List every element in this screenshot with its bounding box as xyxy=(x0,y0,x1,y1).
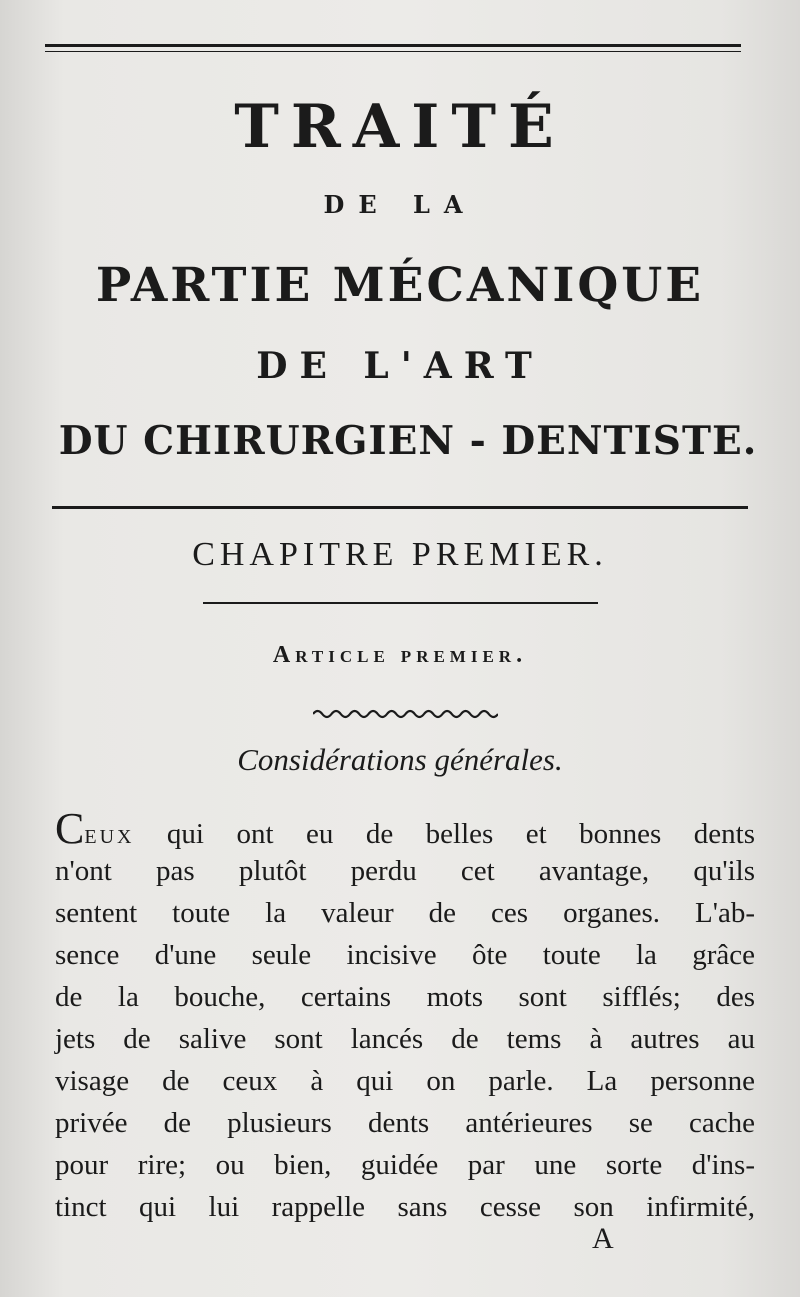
text-line-2: n'ont pas plutôt perdu cet avantage, qu'ils xyxy=(55,855,755,887)
text-line-1: Ceux qui ont eu de belles et bonnes dents xyxy=(55,804,755,853)
title-traite: TRAITÉ xyxy=(234,92,566,162)
top-double-rule xyxy=(45,44,741,52)
section-subtitle: Considérations générales. xyxy=(237,742,563,777)
chapter-rule xyxy=(203,602,598,604)
title-de-la: DE LA xyxy=(323,190,477,219)
wavy-ornament xyxy=(313,707,498,721)
text-line-4: sence d'une seule incisive ôte toute la grâce xyxy=(55,939,755,971)
text-line-3: sentent toute la valeur de ces organes. L'ab- xyxy=(55,897,755,929)
signature-mark: A xyxy=(592,1222,614,1255)
title-bottom-rule xyxy=(52,506,748,509)
article-heading: Article premier. xyxy=(272,642,528,668)
text-line-5: de la bouche, certains mots sont sifflés; des xyxy=(55,981,755,1013)
drop-cap: C xyxy=(55,804,85,853)
text-line-8: privée de plusieurs dents antérieures se cache xyxy=(55,1107,755,1139)
text-line-10: tinct qui lui rappelle sans cesse son infirmité, xyxy=(55,1191,755,1223)
title-partie-mecanique: PARTIE MÉCANIQUE xyxy=(95,258,705,313)
text-line-6: jets de salive sont lancés de tems à autres au xyxy=(55,1023,755,1055)
title-du-chirurgien-dentiste: DU CHIRURGIEN - DENTISTE. xyxy=(58,418,758,464)
chapter-heading: CHAPITRE PREMIER. xyxy=(192,536,608,573)
text-line-7: visage de ceux à qui on parle. La personne xyxy=(55,1065,755,1097)
title-de-l-art: DE L'ART xyxy=(256,345,544,387)
first-word-small-caps: eux xyxy=(84,818,135,850)
text-line-9: pour rire; ou bien, guidée par une sorte d'ins- xyxy=(55,1149,755,1181)
body-paragraph xyxy=(55,804,755,1228)
